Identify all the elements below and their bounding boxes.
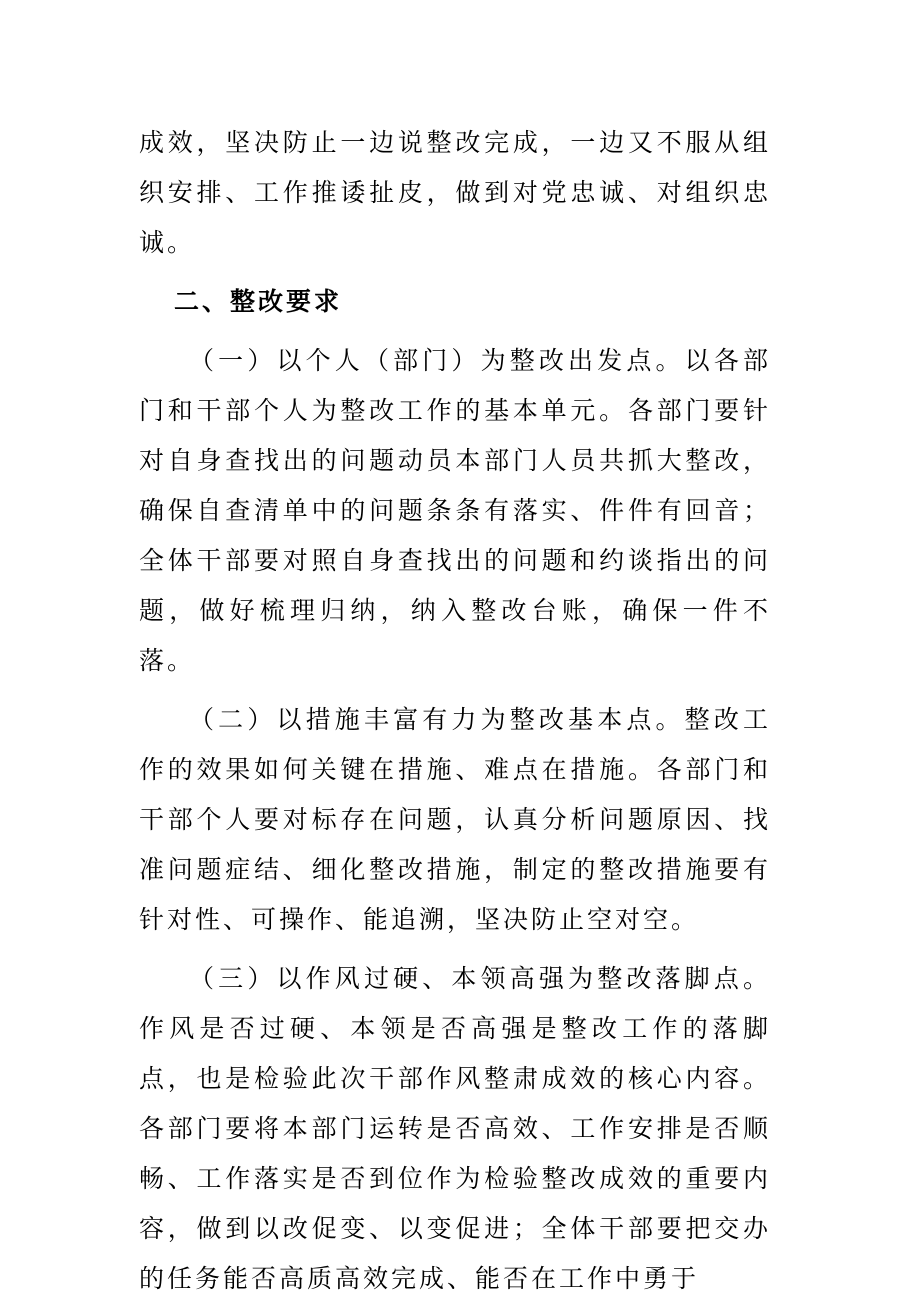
- paragraph-continued: 成效，坚决防止一边说整改完成，一边又不服从组织安排、工作推诿扯皮，做到对党忠诚、对组织忠诚。: [139, 128, 771, 257]
- section-heading: 二、整改要求: [174, 287, 343, 316]
- paragraph-item-2: （二）以措施丰富有力为整改基本点。整改工作的效果如何关键在措施、难点在措施。各部门和干部个人要对标存在问题，认真分析问题原因、找准问题症结、细化整改措施，制定的整改措施要有针对性、可操作、能追溯，坚决防止空对空。: [139, 705, 771, 934]
- paragraph-item-3: （三）以作风过硬、本领高强为整改落脚点。作风是否过硬、本领是否高强是整改工作的落脚点，也是检验此次干部作风整肃成效的核心内容。各部门要将本部门运转是否高效、工作安排是否顺畅、工作落实是否到位作为检验整改成效的重要内容，做到以改促变、以变促进；全体干部要把交办的任务能否高质高效完成、能否在工作中勇于: [139, 964, 771, 1293]
- document-body: [139, 118, 771, 1304]
- paragraph-item-1: （一）以个人（部门）为整改出发点。以各部门和干部个人为整改工作的基本单元。各部门要针对自身查找出的问题动员本部门人员共抓大整改，确保自查清单中的问题条条有落实、件件有回音；全体干部要对照自身查找出的问题和约谈指出的问题，做好梳理归纳，纳入整改台账，确保一件不落。: [139, 346, 771, 675]
